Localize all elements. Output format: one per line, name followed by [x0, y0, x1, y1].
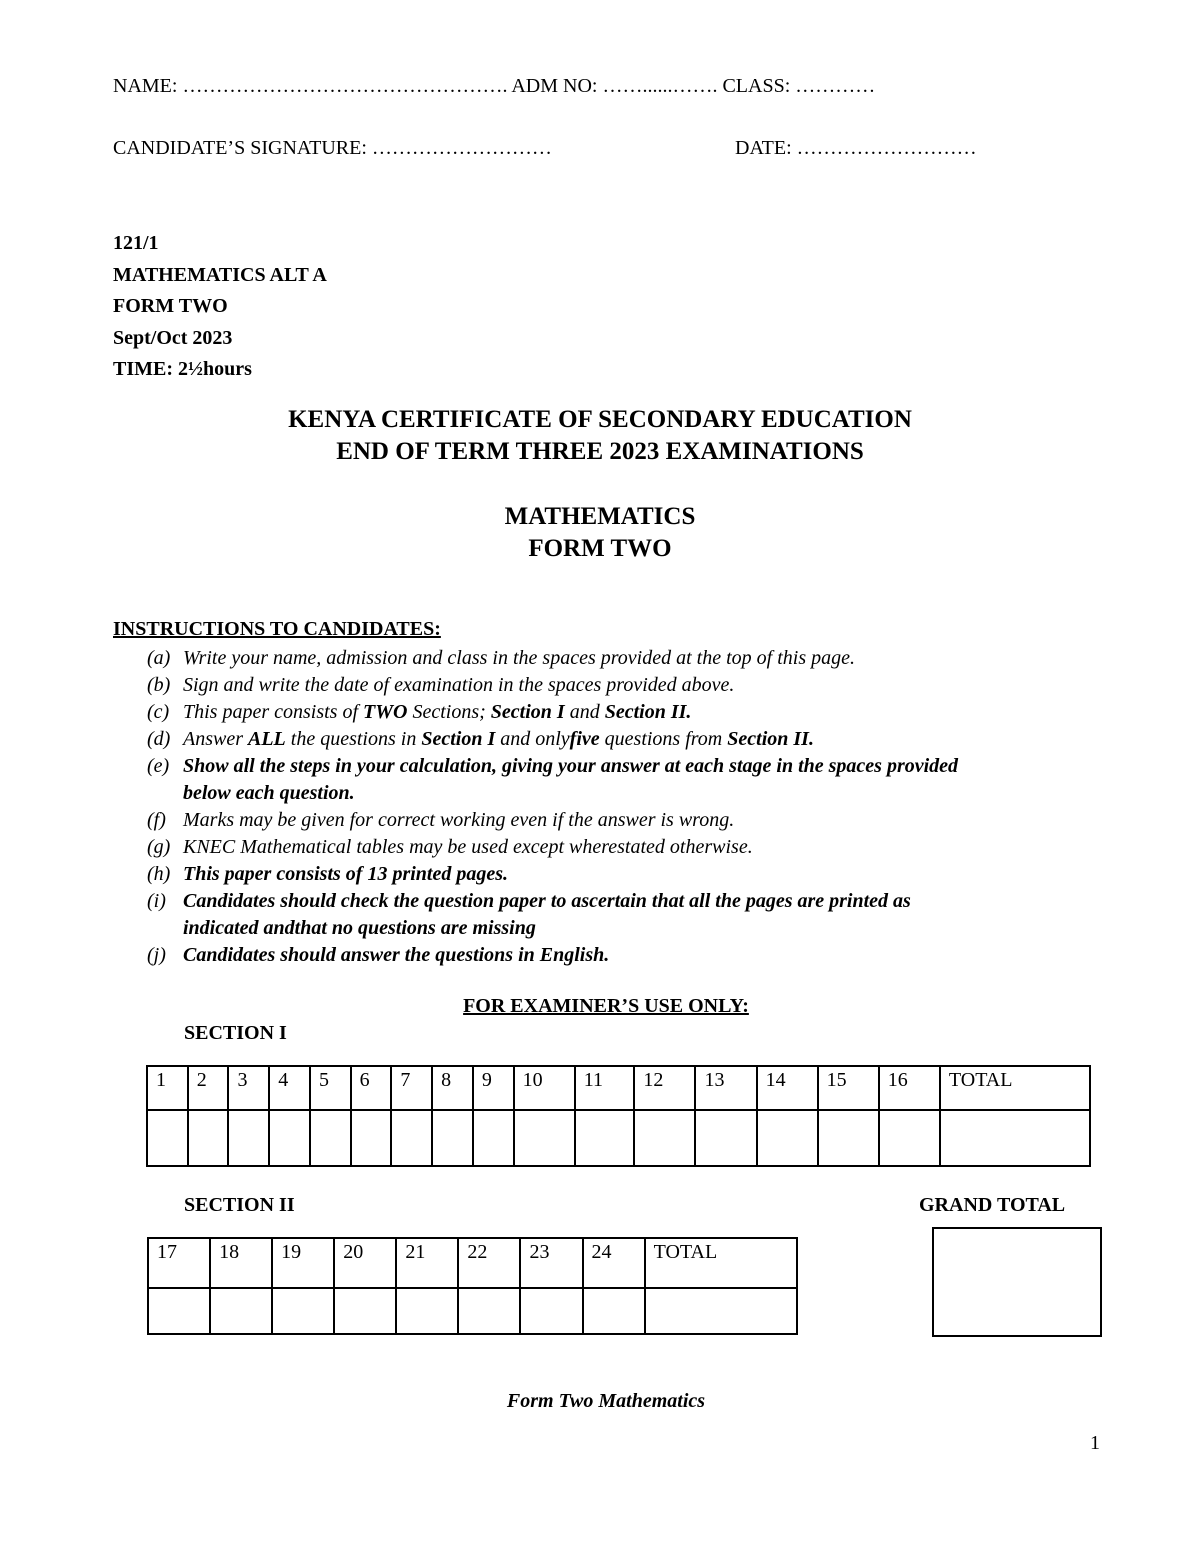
score-column-header: 2	[188, 1066, 229, 1110]
paper-time: TIME: 2½hours	[113, 358, 252, 380]
score-cell[interactable]	[432, 1110, 473, 1166]
instruction-text: Section II.	[604, 701, 692, 723]
form-title: FORM TWO	[528, 535, 672, 562]
instruction-item	[147, 942, 958, 969]
instruction-item	[147, 726, 958, 753]
instruction-text: TWO	[363, 701, 408, 723]
score-cell[interactable]	[188, 1110, 229, 1166]
instruction-item	[147, 699, 958, 726]
subject-title: MATHEMATICS	[504, 503, 696, 530]
score-column-header: 8	[432, 1066, 473, 1110]
instructions-heading: INSTRUCTIONS TO CANDIDATES:	[113, 618, 441, 640]
instruction-item	[147, 834, 958, 861]
score-cell[interactable]	[634, 1110, 695, 1166]
score-column-header: 21	[396, 1238, 458, 1288]
instruction-text: questions from	[599, 728, 728, 750]
instruction-item	[147, 861, 958, 888]
name-adm-class-line: NAME: …………………………………………. ADM NO: ……......……. CLASS: …………	[113, 75, 876, 97]
examiner-heading: FOR EXAMINER’S USE ONLY:	[463, 995, 749, 1017]
score-column-header: 11	[575, 1066, 635, 1110]
score-cell[interactable]	[458, 1288, 520, 1334]
score-column-header: 12	[634, 1066, 695, 1110]
instruction-text: Sections;	[407, 701, 491, 723]
instruction-text: and only	[495, 728, 570, 750]
score-column-header: 16	[879, 1066, 940, 1110]
instruction-text: Section II.	[727, 728, 814, 750]
instruction-text: Show all the steps in your calculation, giving your answer at each stage in the spaces provided	[183, 755, 959, 777]
instruction-text: five	[569, 728, 600, 750]
score-cell[interactable]	[396, 1288, 458, 1334]
score-column-header: 19	[272, 1238, 334, 1288]
instruction-text: Sign and write the date of examination in the spaces provided above.	[183, 674, 735, 696]
instruction-item	[147, 888, 958, 915]
instruction-text: Section I	[421, 728, 496, 750]
instruction-text: Write your name, admission and class in the spaces provided at the top of this page.	[183, 647, 855, 669]
instruction-text: Candidates should answer the questions in English.	[183, 944, 610, 966]
score-cell[interactable]	[514, 1110, 575, 1166]
score-column-header: 15	[818, 1066, 879, 1110]
instruction-text: indicated andthat no questions are missing	[183, 917, 536, 939]
score-cell[interactable]	[818, 1110, 879, 1166]
section-2-label: SECTION II	[184, 1194, 295, 1216]
instruction-text: This paper consists of 13 printed pages.	[183, 863, 509, 885]
score-cell[interactable]	[645, 1288, 797, 1334]
instruction-text: KNEC Mathematical tables may be used except wherestated otherwise.	[183, 836, 753, 858]
score-column-header: 18	[210, 1238, 272, 1288]
score-column-header: 22	[458, 1238, 520, 1288]
score-column-header: 17	[148, 1238, 210, 1288]
score-column-header: 3	[228, 1066, 269, 1110]
score-cell[interactable]	[757, 1110, 818, 1166]
instruction-text: ALL	[248, 728, 286, 750]
instruction-label: (e)	[147, 755, 170, 777]
section-1-label: SECTION I	[184, 1022, 287, 1044]
exam-board-title: KENYA CERTIFICATE OF SECONDARY EDUCATION	[288, 406, 912, 433]
paper-subject: MATHEMATICS ALT A	[113, 263, 327, 286]
paper-code: 121/1	[113, 232, 159, 254]
score-cell[interactable]	[473, 1110, 514, 1166]
score-column-header: 13	[695, 1066, 756, 1110]
instruction-label: (c)	[147, 701, 170, 723]
instruction-label: (h)	[147, 863, 171, 885]
grand-total-box[interactable]	[932, 1227, 1102, 1337]
instruction-item	[147, 753, 958, 780]
paper-session: Sept/Oct 2023	[113, 326, 233, 349]
score-cell[interactable]	[351, 1110, 392, 1166]
score-cell[interactable]	[940, 1110, 1090, 1166]
candidate-signature-line: CANDIDATE’S SIGNATURE: ………………………	[113, 137, 552, 159]
score-cell[interactable]	[520, 1288, 582, 1334]
score-column-header: 24	[583, 1238, 645, 1288]
score-column-header: 1	[147, 1066, 188, 1110]
instruction-text: Section I	[490, 701, 565, 723]
score-cell[interactable]	[269, 1110, 310, 1166]
score-cell[interactable]	[879, 1110, 940, 1166]
instruction-continuation	[147, 780, 958, 807]
section-2-score-table	[147, 1237, 798, 1335]
score-cell[interactable]	[310, 1110, 351, 1166]
instruction-text: Marks may be given for correct working even if the answer is wrong.	[183, 809, 735, 831]
score-column-header: 5	[310, 1066, 351, 1110]
score-column-header: 23	[520, 1238, 582, 1288]
instruction-text: Answer	[183, 728, 248, 750]
score-cell[interactable]	[334, 1288, 396, 1334]
instruction-label: (f)	[147, 809, 166, 831]
score-column-header: 20	[334, 1238, 396, 1288]
score-cell[interactable]	[148, 1288, 210, 1334]
instruction-item	[147, 645, 958, 672]
score-cell[interactable]	[695, 1110, 756, 1166]
score-column-header: 4	[269, 1066, 310, 1110]
date-line: DATE: ………………………	[735, 137, 977, 159]
instruction-label: (g)	[147, 836, 171, 858]
page-number: 1	[1090, 1432, 1100, 1454]
paper-info	[113, 228, 327, 386]
instruction-text: and	[564, 701, 605, 723]
score-cell[interactable]	[575, 1110, 635, 1166]
score-column-header: 10	[514, 1066, 575, 1110]
score-column-header: TOTAL	[940, 1066, 1090, 1110]
instruction-item	[147, 807, 958, 834]
instructions-list	[147, 645, 958, 969]
score-column-header: 9	[473, 1066, 514, 1110]
instruction-label: (a)	[147, 647, 171, 669]
instruction-label: (i)	[147, 890, 166, 912]
footer-caption: Form Two Mathematics	[506, 1390, 706, 1412]
instruction-item	[147, 672, 958, 699]
instruction-label: (j)	[147, 944, 166, 966]
score-column-header: 6	[351, 1066, 392, 1110]
instruction-label: (d)	[147, 728, 171, 750]
instruction-continuation	[147, 915, 958, 942]
exam-title: END OF TERM THREE 2023 EXAMINATIONS	[336, 438, 864, 465]
paper-form: FORM TWO	[113, 295, 228, 317]
score-cell[interactable]	[147, 1110, 188, 1166]
instruction-text: the questions in	[285, 728, 422, 750]
score-cell[interactable]	[391, 1110, 432, 1166]
instruction-text: below each question.	[183, 782, 355, 804]
score-column-header: 7	[391, 1066, 432, 1110]
score-cell[interactable]	[228, 1110, 269, 1166]
instruction-label: (b)	[147, 674, 171, 696]
section-1-score-table	[146, 1065, 1091, 1167]
instruction-text: Candidates should check the question paper to ascertain that all the pages are printed as	[183, 890, 911, 912]
instruction-text: This paper consists of	[183, 701, 364, 723]
score-cell[interactable]	[272, 1288, 334, 1334]
score-column-header: TOTAL	[645, 1238, 797, 1288]
score-cell[interactable]	[210, 1288, 272, 1334]
grand-total-label: GRAND TOTAL	[919, 1194, 1066, 1216]
score-cell[interactable]	[583, 1288, 645, 1334]
score-column-header: 14	[757, 1066, 818, 1110]
